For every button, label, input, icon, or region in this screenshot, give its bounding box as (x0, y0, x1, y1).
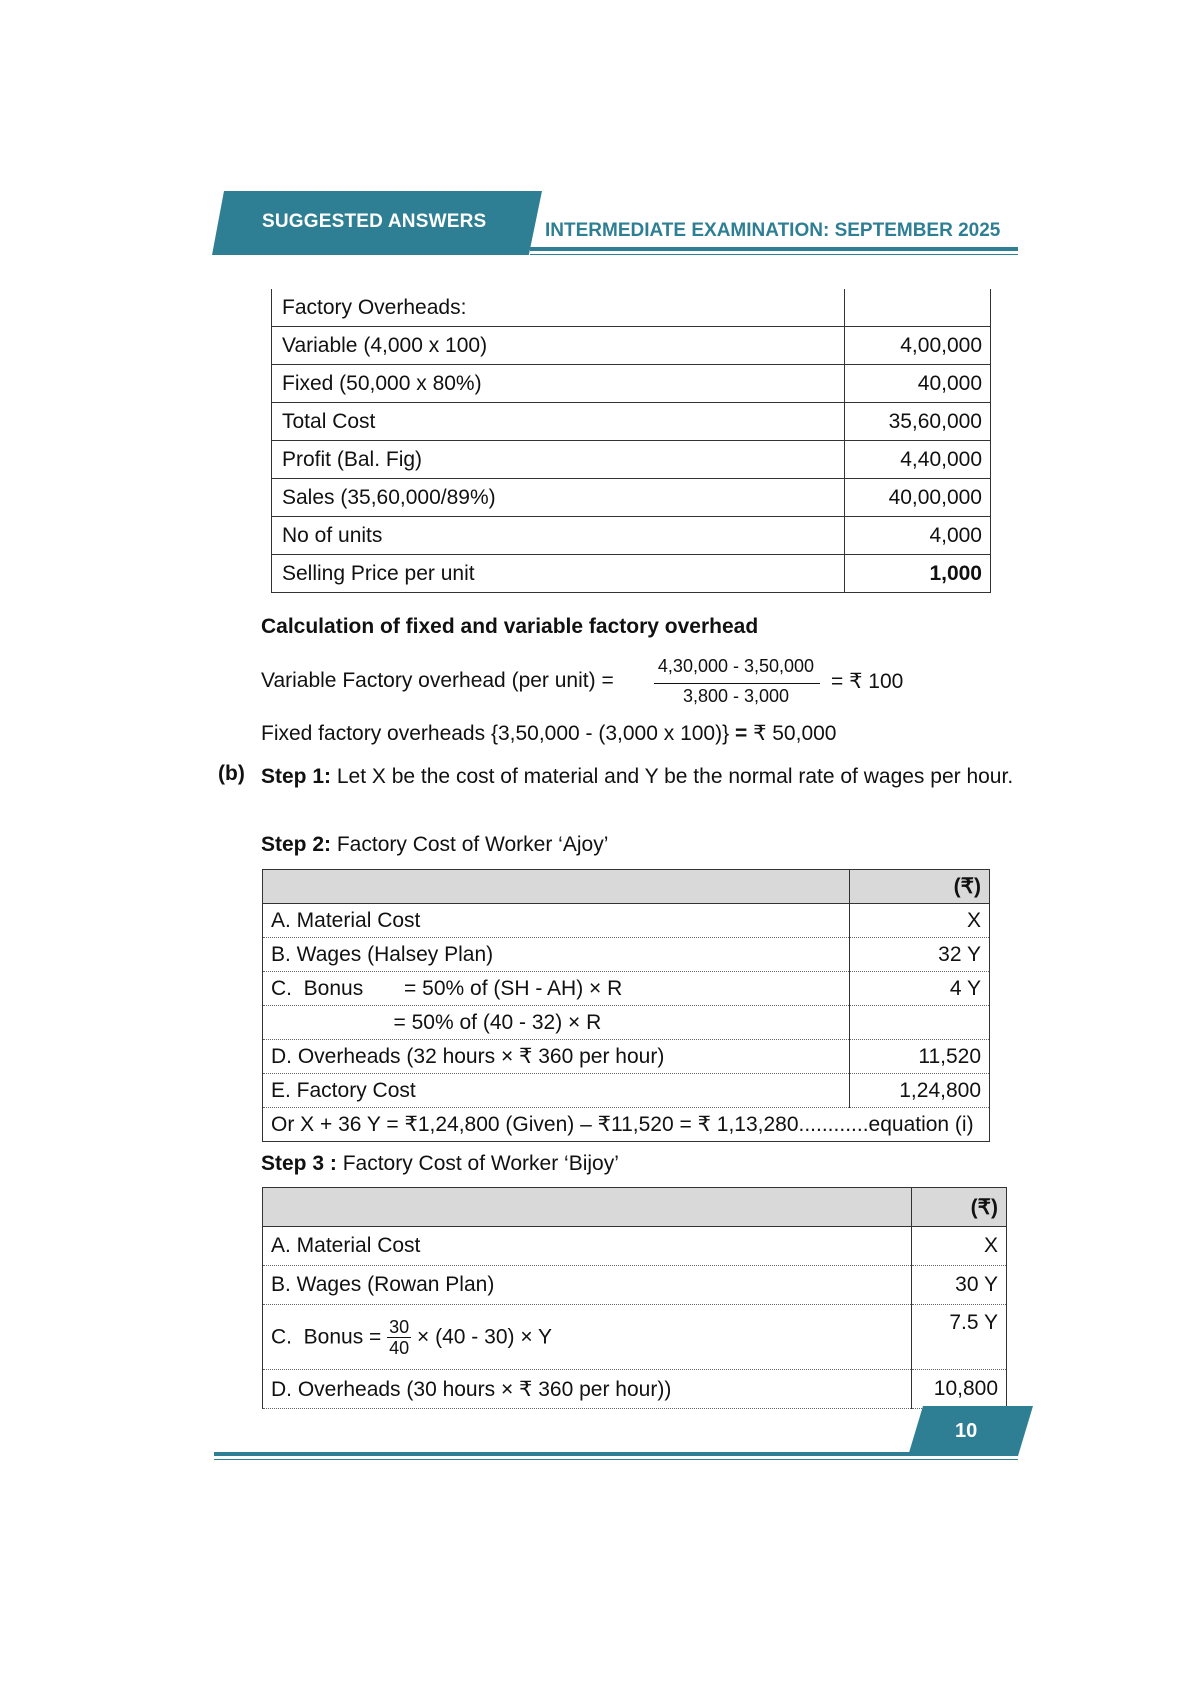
table-row (263, 1074, 990, 1108)
row-value: X (850, 904, 990, 938)
footer-rule (214, 1452, 1018, 1456)
currency-header: (₹) (850, 870, 990, 904)
step3-label: Step 3 : (261, 1152, 337, 1175)
step1-paragraph (261, 762, 1021, 791)
row-label: C. Bonus = 50% of (SH - AH) × R (263, 972, 850, 1006)
formula-numerator: 4,30,000 - 3,50,000 (657, 656, 815, 676)
currency-header: (₹) (912, 1188, 1007, 1227)
step2-label: Step 2: (261, 833, 332, 856)
row-value: 1,24,800 (850, 1074, 990, 1108)
row-value (845, 289, 991, 327)
header-blank (263, 870, 850, 904)
step2-heading (261, 833, 608, 857)
row-label: A. Material Cost (263, 1227, 912, 1266)
table-row (263, 1266, 1007, 1305)
header-title: INTERMEDIATE EXAMINATION: SEPTEMBER 2025 (545, 220, 1001, 241)
step1-label: Step 1: (261, 765, 332, 788)
row-label: = 50% of (40 - 32) × R (263, 1006, 850, 1040)
step1-text: Let X be the cost of material and Y be the normal rate of wages per hour. (331, 765, 1014, 788)
bonus-numerator: 30 (389, 1316, 410, 1337)
row-value: 4,40,000 (845, 441, 991, 479)
selling-price-value: 1,000 (845, 555, 991, 593)
fixed-overhead-line (261, 721, 837, 746)
row-label: D. Overheads (32 hours × ₹ 360 per hour) (263, 1040, 850, 1074)
table-row (263, 1370, 1007, 1409)
row-value: 40,000 (845, 365, 991, 403)
row-value: 7.5 Y (912, 1305, 1007, 1370)
row-value: 11,520 (850, 1040, 990, 1074)
table-header-row (263, 1188, 1007, 1227)
formula-result: = ₹ 100 (831, 670, 904, 693)
table-header-row (263, 870, 990, 904)
row-label: Variable (4,000 x 100) (272, 327, 845, 365)
row-label: Profit (Bal. Fig) (272, 441, 845, 479)
row-label: Sales (35,60,000/89%) (272, 479, 845, 517)
table-row (272, 327, 991, 365)
header-rule (530, 247, 1018, 251)
footer-rule-thin (214, 1459, 1018, 1460)
fixed-overhead-equals: = (729, 722, 754, 745)
step3-text: Factory Cost of Worker ‘Bijoy’ (336, 1152, 619, 1175)
row-value: 40,00,000 (845, 479, 991, 517)
row-value: 35,60,000 (845, 403, 991, 441)
fixed-overhead-expression: Fixed factory overheads {3,50,000 - (3,000 x 100)} (261, 722, 730, 745)
row-value: 4,000 (845, 517, 991, 555)
table-row (272, 517, 991, 555)
table-row (263, 904, 990, 938)
page-number: 10 (955, 1420, 978, 1442)
table-row (272, 479, 991, 517)
formula-label: Variable Factory overhead (per unit) = (261, 669, 614, 692)
row-label: D. Overheads (30 hours × ₹ 360 per hour)) (263, 1370, 912, 1409)
table-row (272, 403, 991, 441)
row-value: 4 Y (850, 972, 990, 1006)
bonus-denominator: 40 (389, 1337, 410, 1358)
row-label: No of units (272, 517, 845, 555)
table-row (263, 972, 990, 1006)
row-value: 4,00,000 (845, 327, 991, 365)
fraction-bar (654, 683, 820, 684)
row-label: A. Material Cost (263, 904, 850, 938)
table-row (272, 441, 991, 479)
cost-sheet-table (271, 289, 991, 593)
table-row (263, 938, 990, 972)
row-label: Selling Price per unit (272, 555, 845, 593)
part-b-label: (b) (218, 762, 245, 785)
row-value: 10,800 (912, 1370, 1007, 1409)
row-label: Factory Overheads: (272, 289, 845, 327)
variable-overhead-formula (261, 656, 1021, 712)
bonus-formula (263, 1305, 912, 1370)
row-value: X (912, 1227, 1007, 1266)
table-row (263, 1040, 990, 1074)
bonus-prefix: C. Bonus = (271, 1325, 388, 1348)
row-label: E. Factory Cost (263, 1074, 850, 1108)
table-row (272, 289, 991, 327)
row-value: 30 Y (912, 1266, 1007, 1305)
row-label: B. Wages (Halsey Plan) (263, 938, 850, 972)
equation-row (263, 1108, 990, 1142)
table-row (272, 555, 991, 593)
row-value (850, 1006, 990, 1040)
header-blank (263, 1188, 912, 1227)
bonus-suffix: × (40 - 30) × Y (411, 1325, 553, 1348)
table-row (263, 1227, 1007, 1266)
header-tab-label: SUGGESTED ANSWERS (262, 211, 487, 232)
ajoy-factory-cost-table (262, 869, 990, 1142)
step3-heading (261, 1152, 619, 1176)
table-row (263, 1305, 1007, 1370)
equation-text: Or X + 36 Y = ₹1,24,800 (Given) – ₹11,520 = ₹ 1,13,280............equation (i) (263, 1108, 990, 1142)
step2-text: Factory Cost of Worker ‘Ajoy’ (331, 833, 609, 856)
row-label: Total Cost (272, 403, 845, 441)
row-label: B. Wages (Rowan Plan) (263, 1266, 912, 1305)
calc-heading: Calculation of fixed and variable factory overhead (261, 615, 759, 638)
header-rule-thin (530, 254, 1018, 255)
formula-denominator: 3,800 - 3,000 (682, 686, 790, 706)
table-row (272, 365, 991, 403)
bonus-fraction (387, 1317, 411, 1358)
bijoy-factory-cost-table (262, 1187, 1007, 1409)
row-label: Fixed (50,000 x 80%) (272, 365, 845, 403)
row-value: 32 Y (850, 938, 990, 972)
table-row (263, 1006, 990, 1040)
fixed-overhead-result: ₹ 50,000 (753, 722, 837, 745)
